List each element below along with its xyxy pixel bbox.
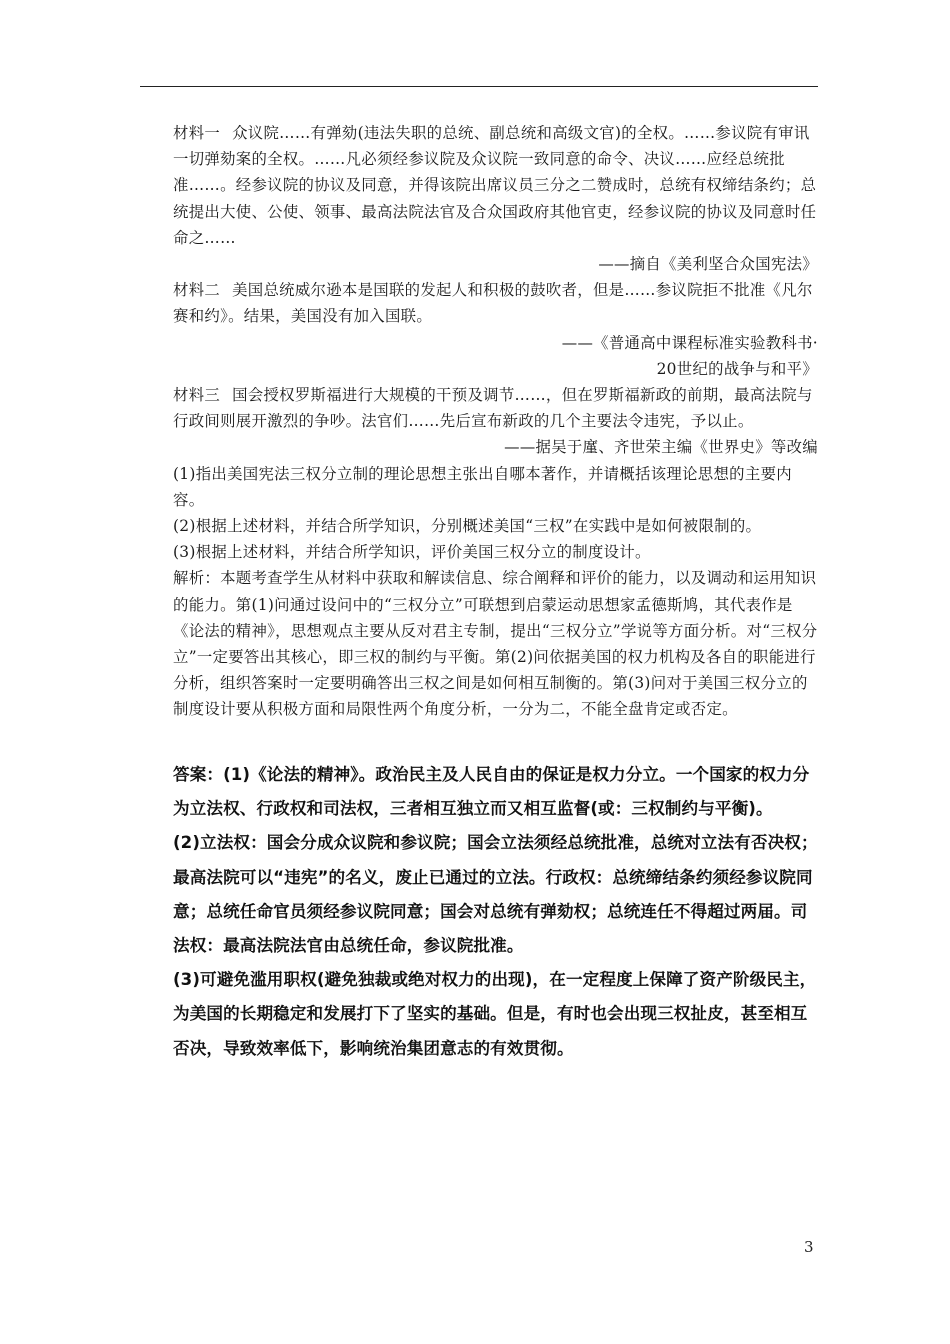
page-number: 3 <box>804 1238 814 1256</box>
question-2: (2)根据上述材料，并结合所学知识，分别概述美国“三权”在实践中是如何被限制的。 <box>173 517 762 536</box>
question-3: (3)根据上述材料，并结合所学知识，评价美国三权分立的制度设计。 <box>173 543 651 562</box>
material-2-source-line2: 20世纪的战争与和平》 <box>656 359 818 378</box>
answer-block <box>173 758 823 1066</box>
answer-part-3: (3)可避免滥用职权(避免独裁或绝对权力的出现)，在一定程度上保障了资产阶级民主，为美国的长期稳定和发展打下了坚实的基础。但是，有时也会出现三权扯皮，甚至相互否决，导致效率低下，影响统治集团意志的有效贯彻。 <box>173 970 817 1058</box>
material-2-source-line1: ——《普通高中课程标准实验教科书· <box>561 333 818 352</box>
analysis: 解析：本题考查学生从材料中获取和解读信息、综合阐释和评价的能力，以及调动和运用知识的能力。第(1)问通过设问中的“三权分立”可联想到启蒙运动思想家孟德斯鸠，其代表作是《论法的精神》，思想观点主要从反对君主专制，提出“三权分立”学说等方面分析。对“三权分立”一定要答出其核心，即三权的制约与平衡。第(2)问依据美国的权力机构及各自的职能进行分析，组织答案时一定要明确答出三权之间是如何相互制衡的。第(3)问对于美国三权分立的制度设计要从积极方面和局限性两个角度分析，一分为二，不能全盘肯定或否定。 <box>173 569 818 719</box>
answer-part-1: 答案：(1)《论法的精神》。政治民主及人民自由的保证是权力分立。一个国家的权力分为立法权、行政权和司法权，三者相互独立而又相互监督(或：三权制约与平衡)。 <box>173 765 810 819</box>
material-2-text: 美国总统威尔逊本是国联的发起人和积极的鼓吹者，但是……参议院拒不批准《凡尔赛和约》。结果，美国没有加入国联。 <box>173 281 813 326</box>
material-3-source: ——据吴于廑、齐世荣主编《世界史》等改编 <box>504 438 818 457</box>
material-3 <box>173 382 818 434</box>
material-1-label: 材料一 <box>173 124 221 142</box>
material-3-text: 国会授权罗斯福进行大规模的干预及调节……，但在罗斯福新政的前期，最高法院与行政间则展开激烈的争吵。法官们……先后宣布新政的几个主要法令违宪，予以止。 <box>173 386 813 431</box>
document-body <box>173 120 818 723</box>
header-rule <box>140 86 818 87</box>
question-1: (1)指出美国宪法三权分立制的理论思想主张出自哪本著作，并请概括该理论思想的主要内容。 <box>173 464 792 509</box>
material-1 <box>173 120 818 251</box>
answer-part-2: (2)立法权：国会分成众议院和参议院；国会立法须经总统批准，总统对立法有否决权；最高法院可以“违宪”的名义，废止已通过的立法。行政权：总统缔结条约须经参议院同意；总统任命官员须经参议院同意；国会对总统有弹劾权；总统连任不得超过两届。司法权：最高法院法官由总统任命，参议院批准。 <box>173 833 818 956</box>
material-1-source: ——摘自《美利坚合众国宪法》 <box>598 255 818 274</box>
material-2-label: 材料二 <box>173 281 221 300</box>
material-3-label: 材料三 <box>173 386 221 405</box>
material-2 <box>173 277 818 329</box>
material-1-text: 众议院……有弹劾(违法失职的总统、副总统和高级文官)的全权。……参议院有审讯一切弹劾案的全权。……凡必须经参议院及众议院一致同意的命令、决议……应经总统批准……。经参议院的协议及同意，并得该院出席议员三分之二赞成时，总统有权缔结条约；总统提出大使、公使、领事、最高法院法官及合众国政府其他官吏，经参议院的协议及同意时任命之…… <box>173 124 817 247</box>
